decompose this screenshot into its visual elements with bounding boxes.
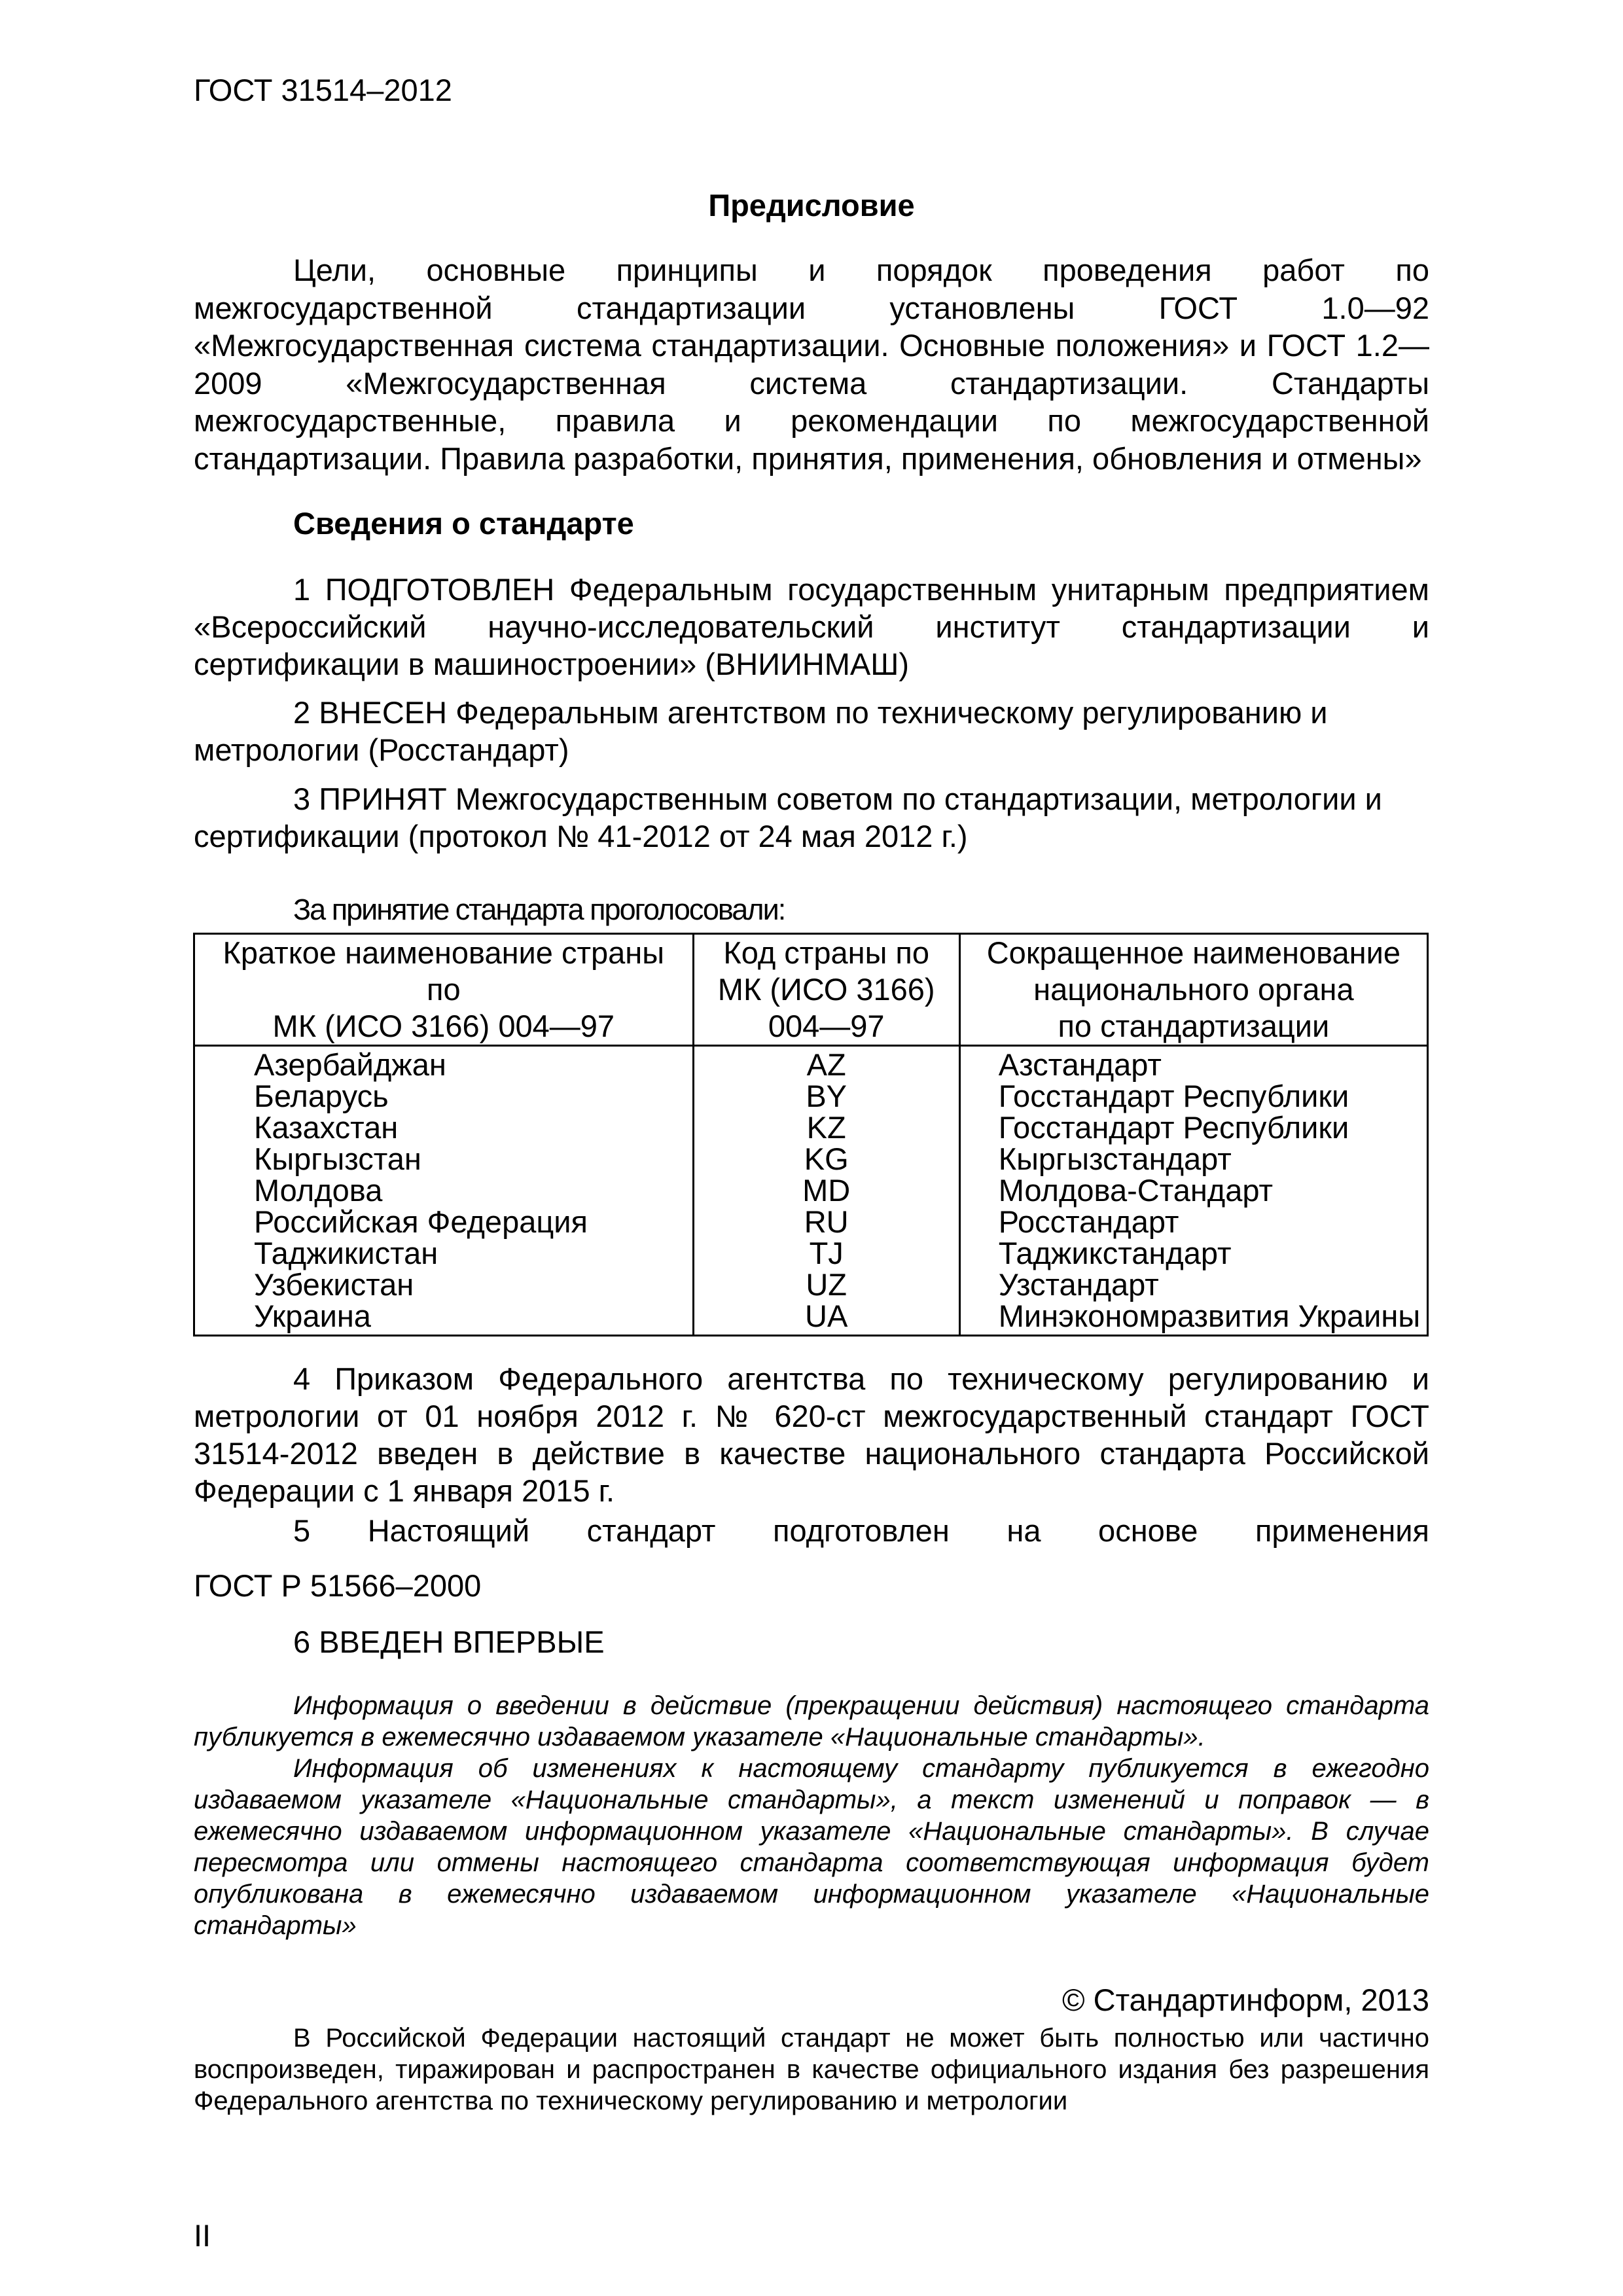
- item-2-introduced: 2 ВНЕСЕН Федеральным агентством по техническому регулированию и метрологии (Росстандарт): [194, 695, 1328, 767]
- country-code: AZ: [693, 1046, 959, 1081]
- header-org-line: по стандартизации: [1058, 1009, 1330, 1043]
- national-body: Минэкономразвития Украины: [959, 1300, 1427, 1336]
- country-code: KG: [693, 1143, 959, 1175]
- header-country: [194, 934, 694, 1046]
- table-row: [194, 1112, 1428, 1143]
- table-row: [194, 1238, 1428, 1269]
- country-name: Узбекистан: [194, 1269, 694, 1300]
- national-body: Росстандарт: [959, 1206, 1427, 1238]
- table-row: [194, 1046, 1428, 1081]
- changes-info-paragraph: Информация об изменениях к настоящему стандарту публикуется в ежегодно издаваемом указателе «Национальные стандарты», а текст изменений и поправок — в ежемесячно издаваемом информационном указателе «Национальные стандарты». В случае пересмотра или отмены настоящего стандарта соответствующая информация будет опубликована в ежемесячно издаваемом информационном указателе «Национальные стандарты»: [194, 1754, 1429, 1940]
- country-name: Казахстан: [194, 1112, 694, 1143]
- document-header: ГОСТ 31514–2012: [194, 73, 452, 107]
- header-code-line: 004—97: [768, 1009, 885, 1043]
- vote-caption: За принятие стандарта проголосовали:: [293, 893, 785, 926]
- item-5-basis-standard: ГОСТ Р 51566–2000: [194, 1568, 482, 1603]
- item-6-first-introduced: 6 ВВЕДЕН ВПЕРВЫЕ: [293, 1624, 605, 1659]
- standard-info-title: Сведения о стандарте: [293, 506, 634, 541]
- voting-countries-table: [193, 933, 1429, 1336]
- publication-info: [194, 1690, 1429, 1941]
- item-5-basis: 5 Настоящий стандарт подготовлен на основе применения: [293, 1513, 1429, 1548]
- header-code-line: МК (ИСО 3166): [717, 972, 935, 1007]
- table-row: [194, 1081, 1428, 1112]
- page-number: II: [194, 2218, 211, 2253]
- preface-title: Предисловие: [708, 188, 915, 223]
- item-3-adopted: 3 ПРИНЯТ Межгосударственным советом по стандартизации, метрологии и сертификации (протокол № 41-2012 от 24 мая 2012 г.): [194, 781, 1382, 853]
- national-body: Узстандарт: [959, 1269, 1427, 1300]
- national-body: Госстандарт Республики: [959, 1112, 1427, 1143]
- header-org-line: Сокращенное наименование: [986, 935, 1401, 970]
- table-row: [194, 1175, 1428, 1206]
- header-country-line: Краткое наименование страны: [223, 935, 665, 970]
- national-body: Госстандарт Республики: [959, 1081, 1427, 1112]
- preface-paragraph: Цели, основные принципы и порядок проведения работ по межгосударственной стандартизации установлены ГОСТ 1.0—92 «Межгосударственная система стандартизации. Основные положения» и ГОСТ 1.2—2009 «Межгосударственная система стандартизации. Стандарты межгосударственные, правила и рекомендации по межгосударственной стандартизации. Правила разработки, принятия, применения, обновления и отмены»: [194, 253, 1429, 476]
- header-org-line: национального органа: [1033, 972, 1354, 1007]
- table-header-row: [194, 934, 1428, 1046]
- table-row: [194, 1300, 1428, 1336]
- copyright-notice: © Стандартинформ, 2013: [1061, 1982, 1429, 2017]
- country-name: Кыргызстан: [194, 1143, 694, 1175]
- country-code: KZ: [693, 1112, 959, 1143]
- table-row: [194, 1206, 1428, 1238]
- table-row: [194, 1143, 1428, 1175]
- reproduction-rights-notice: В Российской Федерации настоящий стандарт не может быть полностью или частично воспроизведен, тиражирован и распространен в качестве официального издания без разрешения Федерального агентства по техническому регулированию и метрологии: [194, 2024, 1429, 2115]
- national-body: Молдова-Стандарт: [959, 1175, 1427, 1206]
- table-row: [194, 1269, 1428, 1300]
- country-name: Российская Федерация: [194, 1206, 694, 1238]
- country-name: Азербайджан: [194, 1046, 694, 1081]
- header-country-line: по: [427, 972, 461, 1007]
- publication-info-paragraph: Информация о введении в действие (прекращении действия) настоящего стандарта публикуется в ежемесячно издаваемом указателе «Национальные стандарты».: [194, 1691, 1429, 1751]
- country-code: UA: [693, 1300, 959, 1336]
- national-body: Кыргызстандарт: [959, 1143, 1427, 1175]
- country-name: Украина: [194, 1300, 694, 1336]
- item-4-enacted: 4 Приказом Федерального агентства по техническому регулированию и метрологии от 01 ноября 2012 г. № 620-ст межгосударственный стандарт ГОСТ 31514-2012 введен в действие в качестве национального стандарта Российской Федерации с 1 января 2015 г.: [194, 1361, 1429, 1508]
- country-code: UZ: [693, 1269, 959, 1300]
- header-country-line: МК (ИСО 3166) 004—97: [272, 1009, 615, 1043]
- country-code: TJ: [693, 1238, 959, 1269]
- country-code: RU: [693, 1206, 959, 1238]
- country-name: Молдова: [194, 1175, 694, 1206]
- national-body: Таджикстандарт: [959, 1238, 1427, 1269]
- item-1-prepared: 1 ПОДГОТОВЛЕН Федеральным государственным унитарным предприятием «Всероссийский научно-исследовательский институт стандартизации и сертификации в машиностроении» (ВНИИНМАШ): [194, 572, 1429, 681]
- country-name: Таджикистан: [194, 1238, 694, 1269]
- header-org: [959, 934, 1427, 1046]
- national-body: Азстандарт: [959, 1046, 1427, 1081]
- country-code: BY: [693, 1081, 959, 1112]
- header-code-line: Код страны по: [723, 935, 930, 970]
- country-code: MD: [693, 1175, 959, 1206]
- country-name: Беларусь: [194, 1081, 694, 1112]
- header-code: [693, 934, 959, 1046]
